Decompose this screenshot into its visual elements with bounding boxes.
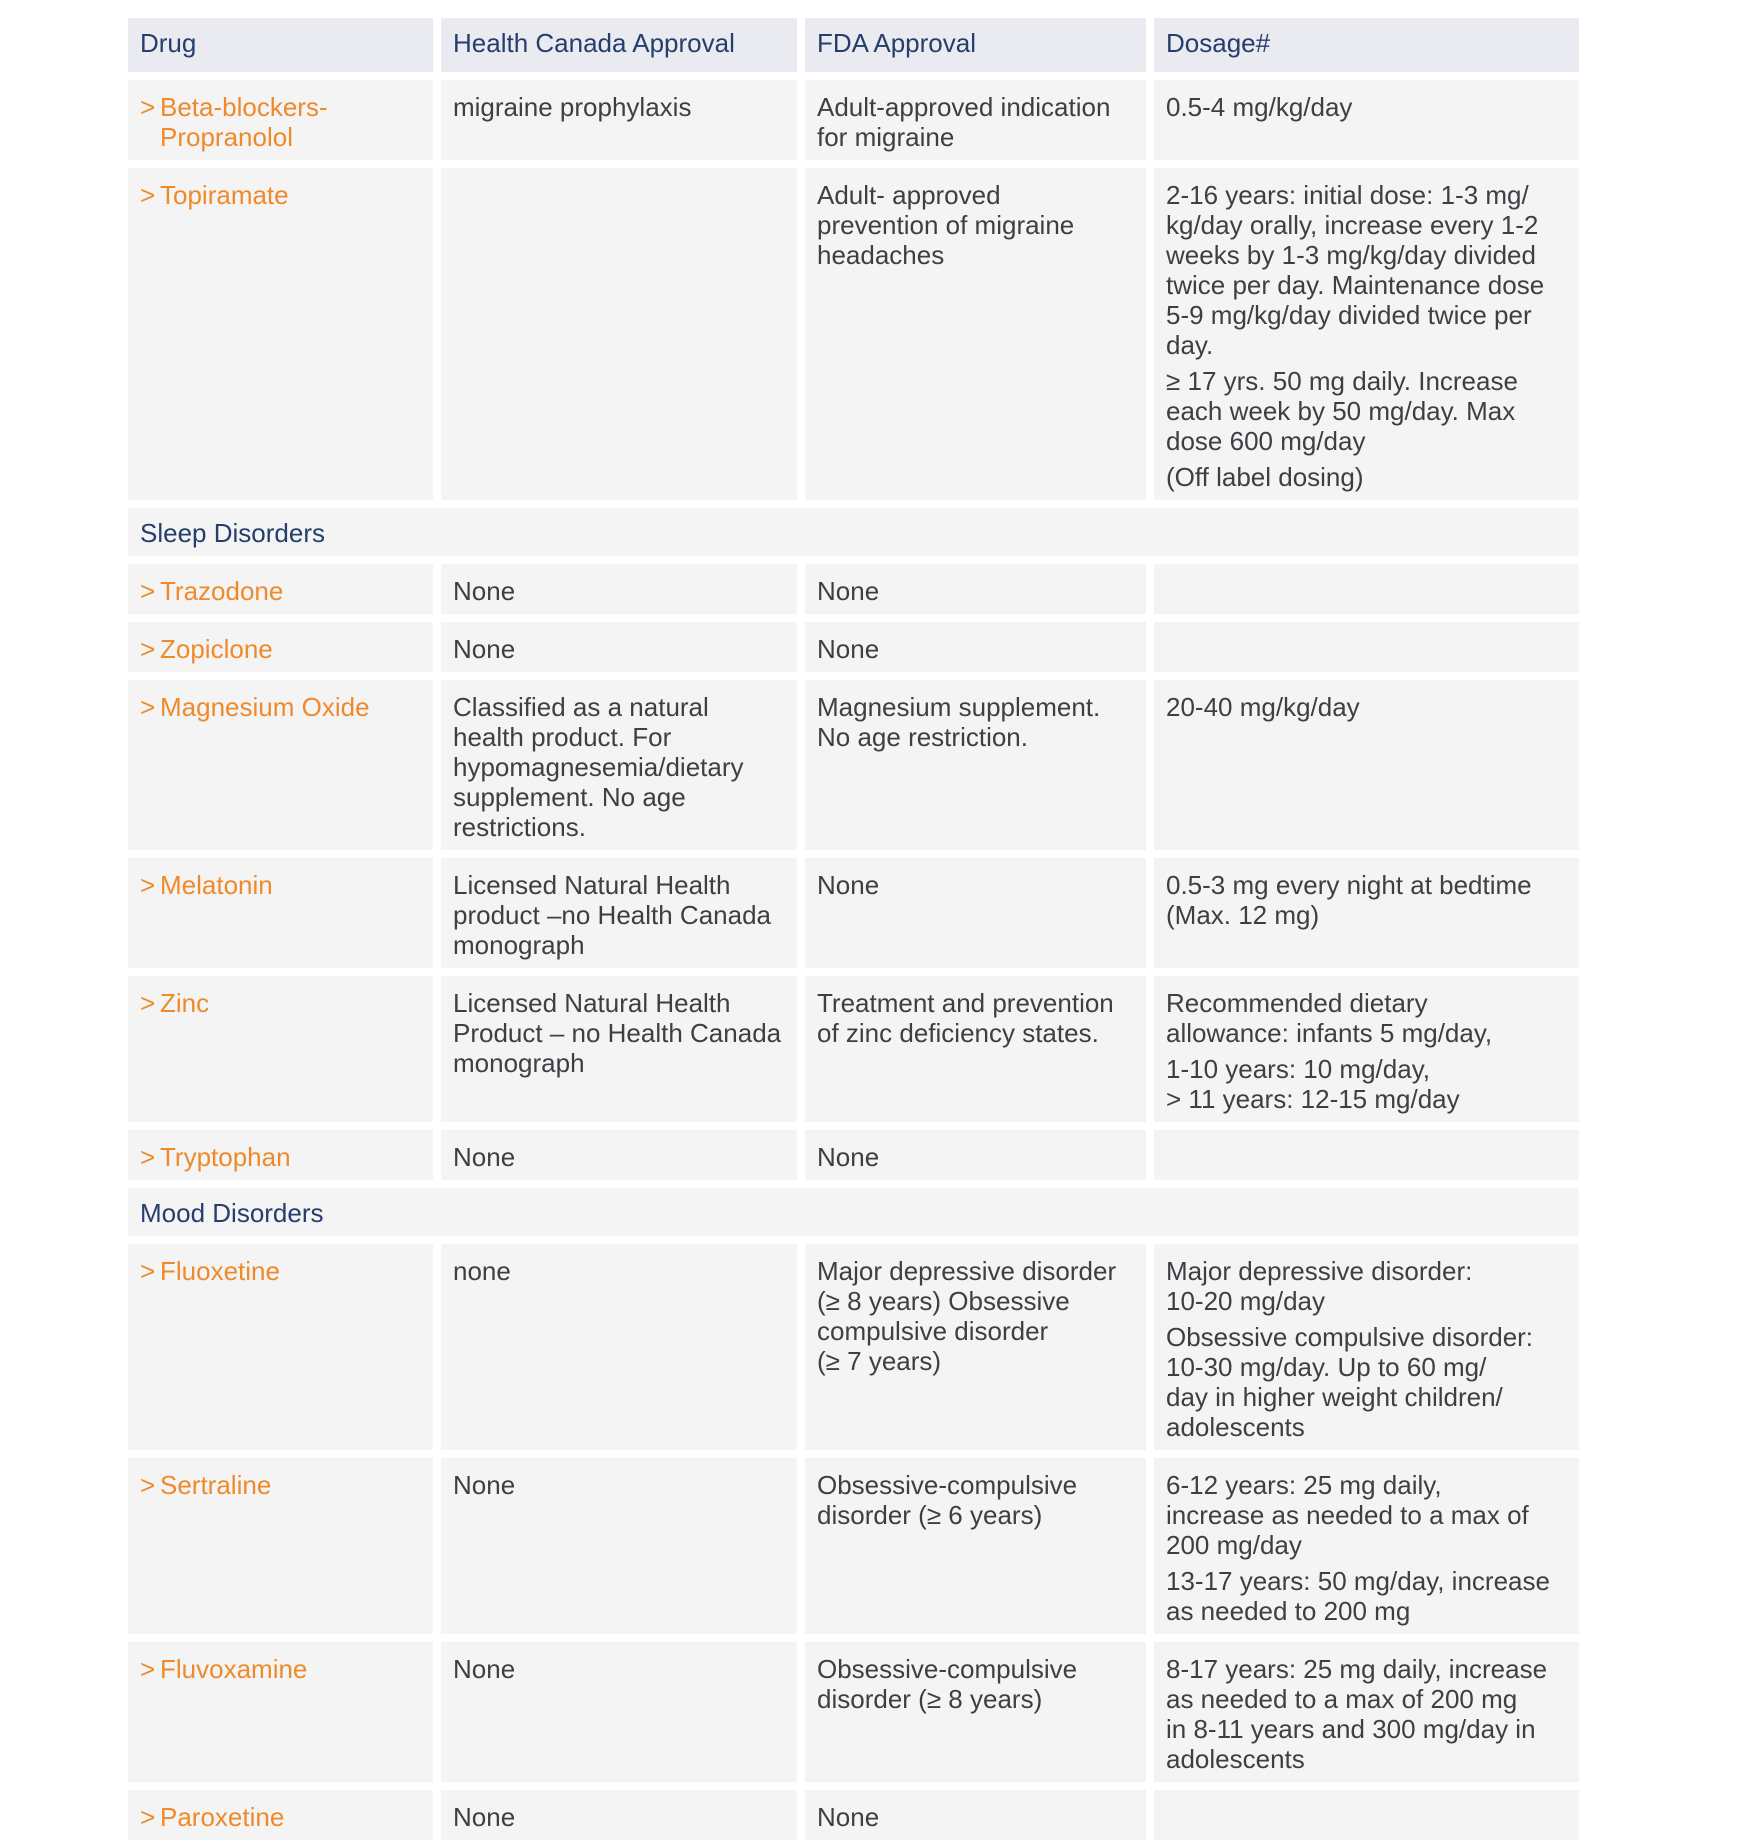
drug-name-text: Trazodone xyxy=(160,576,284,606)
dosage-cell xyxy=(1154,976,1579,1122)
fda-cell xyxy=(805,168,1146,500)
health-canada-cell-paragraph: Licensed Natural Health Product – no Health Canada monograph xyxy=(453,988,782,1078)
fda-cell xyxy=(805,622,1146,672)
dosage-cell xyxy=(1154,1130,1579,1180)
dosage-cell-paragraph: 6-12 years: 25 mg daily, increase as needed to a max of 200 mg/day xyxy=(1166,1470,1529,1560)
drug-name xyxy=(140,180,421,210)
fda-cell xyxy=(805,858,1146,968)
dosage-cell-paragraph: ≥ 17 yrs. 50 mg daily. Increase each week by 50 mg/day. Max dose 600 mg/day xyxy=(1166,366,1518,456)
health-canada-cell-paragraph: None xyxy=(453,576,516,606)
chevron-right-icon: > xyxy=(140,988,156,1018)
drug-cell xyxy=(128,80,433,160)
health-canada-cell xyxy=(441,622,797,672)
drug-name-text: Tryptophan xyxy=(160,1142,291,1172)
health-canada-cell-paragraph: None xyxy=(453,634,516,664)
fda-cell xyxy=(805,680,1146,850)
fda-cell xyxy=(805,80,1146,160)
drug-name-text: Beta-blockers- Propranolol xyxy=(160,92,328,152)
drug-name-text: Fluoxetine xyxy=(160,1256,280,1286)
fda-cell xyxy=(805,1642,1146,1782)
chevron-right-icon: > xyxy=(140,1802,156,1832)
drug-cell xyxy=(128,1458,433,1634)
dosage-cell xyxy=(1154,1244,1579,1450)
drug-name-text: Topiramate xyxy=(160,180,289,210)
drug-name-text: Melatonin xyxy=(160,870,273,900)
fda-cell-paragraph: Adult-approved indication for migraine xyxy=(817,92,1111,152)
table-row xyxy=(128,976,1579,1122)
dosage-cell xyxy=(1154,80,1579,160)
drug-name xyxy=(140,692,421,722)
chevron-right-icon: > xyxy=(140,692,156,722)
section-heading: Mood Disorders xyxy=(128,1188,1579,1236)
drug-name xyxy=(140,870,421,900)
health-canada-cell xyxy=(441,976,797,1122)
drug-name xyxy=(140,92,421,152)
fda-cell xyxy=(805,976,1146,1122)
header-dosage: Dosage# xyxy=(1154,18,1579,72)
section-row xyxy=(128,508,1579,556)
drug-name-text: Sertraline xyxy=(160,1470,272,1500)
drug-name xyxy=(140,1802,421,1832)
drug-name-text: Paroxetine xyxy=(160,1802,285,1832)
table-row xyxy=(128,680,1579,850)
fda-cell-paragraph: Treatment and prevention of zinc deficiency states. xyxy=(817,988,1114,1048)
dosage-cell-paragraph: Major depressive disorder: 10-20 mg/day xyxy=(1166,1256,1473,1316)
health-canada-cell-paragraph: None xyxy=(453,1654,516,1684)
dosage-cell xyxy=(1154,1642,1579,1782)
drug-name xyxy=(140,1470,421,1500)
fda-cell xyxy=(805,1458,1146,1634)
dosage-cell xyxy=(1154,168,1579,500)
drug-cell xyxy=(128,1790,433,1840)
fda-cell-paragraph: None xyxy=(817,576,880,606)
fda-cell xyxy=(805,1790,1146,1840)
dosage-cell-paragraph: (Off label dosing) xyxy=(1166,462,1364,492)
chevron-right-icon: > xyxy=(140,1142,156,1172)
drug-cell xyxy=(128,1130,433,1180)
chevron-right-icon: > xyxy=(140,634,156,664)
table-body xyxy=(128,80,1579,1840)
fda-cell-paragraph: Obsessive-compulsive disorder (≥ 8 years) xyxy=(817,1654,1078,1714)
drug-name-text: Fluvoxamine xyxy=(160,1654,308,1684)
health-canada-cell xyxy=(441,80,797,160)
fda-cell-paragraph: None xyxy=(817,1802,880,1832)
dosage-cell-paragraph: 20-40 mg/kg/day xyxy=(1166,692,1360,722)
table-header-row xyxy=(128,18,1579,72)
table-row xyxy=(128,168,1579,500)
health-canada-cell-paragraph: none xyxy=(453,1256,511,1286)
dosage-cell xyxy=(1154,680,1579,850)
health-canada-cell xyxy=(441,168,797,500)
fda-cell xyxy=(805,564,1146,614)
chevron-right-icon: > xyxy=(140,1470,156,1500)
health-canada-cell xyxy=(441,680,797,850)
table-row xyxy=(128,1642,1579,1782)
table-row xyxy=(128,1790,1579,1840)
dosage-cell-paragraph: Recommended dietary allowance: infants 5 mg/day, xyxy=(1166,988,1493,1048)
drug-cell xyxy=(128,1642,433,1782)
drug-name xyxy=(140,1654,421,1684)
drug-cell xyxy=(128,168,433,500)
health-canada-cell xyxy=(441,1790,797,1840)
dosage-cell-paragraph: 2-16 years: initial dose: 1-3 mg/ kg/day orally, increase every 1-2 weeks by 1-3 mg/kg/day divided twice per day. Maintenance dose 5-9 mg/kg/day divided twice per day. xyxy=(1166,180,1545,360)
fda-cell-paragraph: Obsessive-compulsive disorder (≥ 6 years) xyxy=(817,1470,1078,1530)
drug-cell xyxy=(128,858,433,968)
fda-cell-paragraph: None xyxy=(817,870,880,900)
health-canada-cell-paragraph: Licensed Natural Health product –no Health Canada monograph xyxy=(453,870,772,960)
dosage-cell xyxy=(1154,1790,1579,1840)
drug-name-text: Magnesium Oxide xyxy=(160,692,370,722)
fda-cell-paragraph: Adult- approved prevention of migraine headaches xyxy=(817,180,1075,270)
dosage-cell-paragraph: 0.5-4 mg/kg/day xyxy=(1166,92,1353,122)
health-canada-cell-paragraph: migraine prophylaxis xyxy=(453,92,692,122)
fda-cell xyxy=(805,1130,1146,1180)
drug-cell xyxy=(128,1244,433,1450)
health-canada-cell-paragraph: None xyxy=(453,1470,516,1500)
drug-name xyxy=(140,1256,421,1286)
table-row xyxy=(128,1458,1579,1634)
dosage-cell-paragraph: 1-10 years: 10 mg/day, > 11 years: 12-15 mg/day xyxy=(1166,1054,1460,1114)
chevron-right-icon: > xyxy=(140,870,156,900)
drug-name xyxy=(140,634,421,664)
dosage-cell xyxy=(1154,1458,1579,1634)
fda-cell-paragraph: None xyxy=(817,634,880,664)
drug-cell xyxy=(128,680,433,850)
drug-name-text: Zinc xyxy=(160,988,210,1018)
fda-cell xyxy=(805,1244,1146,1450)
chevron-right-icon: > xyxy=(140,1654,156,1684)
chevron-right-icon: > xyxy=(140,576,156,606)
drug-approval-table xyxy=(120,10,1587,1848)
table-row xyxy=(128,858,1579,968)
drug-cell xyxy=(128,622,433,672)
dosage-cell xyxy=(1154,858,1579,968)
health-canada-cell xyxy=(441,1130,797,1180)
header-health-canada: Health Canada Approval xyxy=(441,18,797,72)
chevron-right-icon: > xyxy=(140,92,156,122)
dosage-cell xyxy=(1154,564,1579,614)
chevron-right-icon: > xyxy=(140,1256,156,1286)
table-row xyxy=(128,622,1579,672)
section-row xyxy=(128,1188,1579,1236)
health-canada-cell xyxy=(441,564,797,614)
header-drug: Drug xyxy=(128,18,433,72)
health-canada-cell-paragraph: None xyxy=(453,1142,516,1172)
drug-name xyxy=(140,576,421,606)
section-heading: Sleep Disorders xyxy=(128,508,1579,556)
health-canada-cell-paragraph: None xyxy=(453,1802,516,1832)
table-row xyxy=(128,564,1579,614)
health-canada-cell xyxy=(441,1642,797,1782)
fda-cell-paragraph: Magnesium supplement. No age restriction. xyxy=(817,692,1101,752)
fda-cell-paragraph: None xyxy=(817,1142,880,1172)
dosage-cell xyxy=(1154,622,1579,672)
table-row xyxy=(128,1130,1579,1180)
table-row xyxy=(128,80,1579,160)
health-canada-cell xyxy=(441,858,797,968)
dosage-cell-paragraph: 0.5-3 mg every night at bedtime (Max. 12 mg) xyxy=(1166,870,1532,930)
fda-cell-paragraph: Major depressive disorder (≥ 8 years) Obsessive compulsive disorder (≥ 7 years) xyxy=(817,1256,1117,1376)
table-row xyxy=(128,1244,1579,1450)
health-canada-cell xyxy=(441,1458,797,1634)
drug-name xyxy=(140,1142,421,1172)
dosage-cell-paragraph: 8-17 years: 25 mg daily, increase as needed to a max of 200 mg in 8-11 years and 300 mg/day in adolescents xyxy=(1166,1654,1548,1774)
drug-name xyxy=(140,988,421,1018)
drug-cell xyxy=(128,976,433,1122)
dosage-cell-paragraph: Obsessive compulsive disorder: 10-30 mg/day. Up to 60 mg/ day in higher weight children/ adolescents xyxy=(1166,1322,1534,1442)
health-canada-cell xyxy=(441,1244,797,1450)
dosage-cell-paragraph: 13-17 years: 50 mg/day, increase as needed to 200 mg xyxy=(1166,1566,1550,1626)
health-canada-cell-paragraph: Classified as a natural health product. For hypomagnesemia/dietary supplement. No age restrictions. xyxy=(453,692,744,842)
header-fda: FDA Approval xyxy=(805,18,1146,72)
drug-cell xyxy=(128,564,433,614)
drug-name-text: Zopiclone xyxy=(160,634,273,664)
chevron-right-icon: > xyxy=(140,180,156,210)
